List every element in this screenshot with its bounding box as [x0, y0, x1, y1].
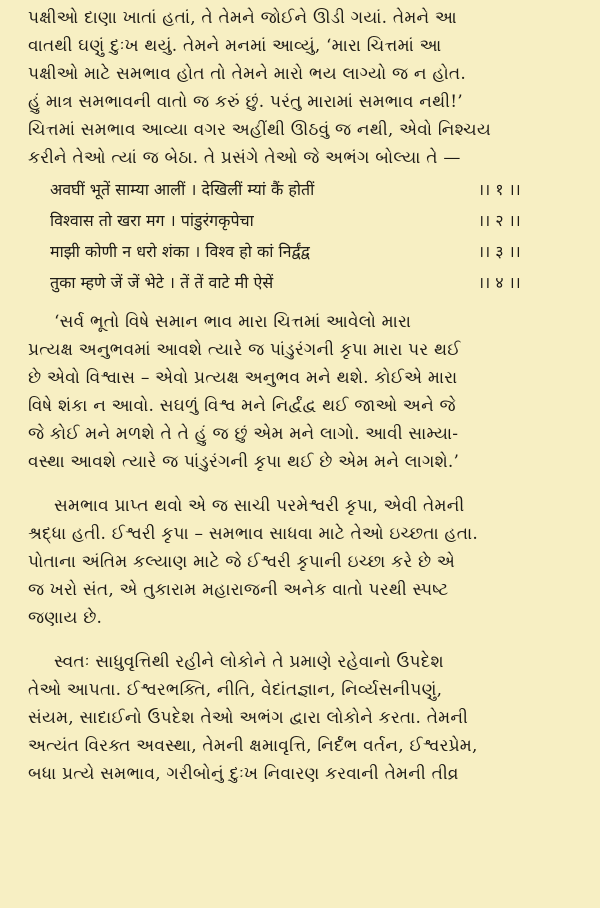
text-line: પોતાના અંતિમ કલ્યાણ માટે જે ઈશ્વરી કૃપાની ઇચ્છા કરે છે એ: [28, 552, 456, 572]
verse-number: ।। २ ।।: [478, 211, 521, 230]
text-line: પક્ષીઓ દાણા ખાતાં હતાં, તે તેમને જોઈને ઊડી ગયાં. તેમને આ: [28, 8, 457, 28]
paragraph-1: [28, 4, 590, 172]
text-line: છે એવો વિશ્વાસ – એવો પ્રત્યક્ષ અનુભવ મને થશે. કોઈએ મારા: [28, 368, 458, 388]
text-line: ચિત્તમાં સમભાવ આવ્યા વગર અહીંથી ઊઠવું જ નથી, એવો નિશ્ચય: [28, 120, 491, 140]
text-line: વાતથી ઘણું દુઃખ થયું. તેમને મનમાં આવ્યું, ‘મારા ચિત્તમાં આ: [28, 36, 442, 56]
text-line: સંયમ, સાદાઈનો ઉપદેશ તેઓ અભંગ દ્વારા લોકોને કરતા. તેમની: [28, 708, 469, 728]
text-line: કરીને તેઓ ત્યાં જ બેઠા. તે પ્રસંગે તેઓ જે અભંગ બોલ્યા તે —: [28, 148, 461, 168]
text-line: હું માત્ર સમભાવની વાતો જ કરું છું. પરંતુ મારામાં સમભાવ નથી!’: [28, 92, 463, 112]
text-line: તેઓ આપતા. ઈશ્વરભક્તિ, નીતિ, વેદાંતજ્ઞાન, નિર્વ્યસનીપણું,: [28, 680, 443, 700]
text-line: ‘સર્વ ભૂતો વિષે સમાન ભાવ મારા ચિત્તમાં આવેલો મારા: [54, 312, 412, 332]
verse-number: ।। १ ।।: [478, 180, 521, 199]
abhang-verses: [50, 174, 590, 298]
verse-line: [50, 267, 590, 298]
text-line: જ ખરો સંત, એ તુકારામ મહારાજની અનેક વાતો પરથી સ્પષ્ટ: [28, 580, 449, 600]
text-line: વસ્થા આવશે ત્યારે જ પાંડુરંગની કૃપા થઈ છે એમ મને લાગશે.’: [28, 452, 460, 472]
verse-line: [50, 236, 590, 267]
text-line: અત્યંત વિરક્ત અવસ્થા, તેમની ક્ષમાવૃત્તિ, નિર્દંભ વર્તન, ઈશ્વરપ્રેમ,: [28, 736, 478, 756]
verse-number: ।। ४ ।।: [478, 273, 521, 292]
text-line: પક્ષીઓ માટે સમભાવ હોત તો તેમને મારો ભય લાગ્યો જ ન હોત.: [28, 64, 466, 84]
text-line: જણાય છે.: [28, 608, 103, 628]
verse-text: तुका म्हणे जें जें भेटे । तें तें वाटे मी ऐसें: [50, 273, 274, 292]
text-line: સમભાવ પ્રાપ્ત થવો એ જ સાચી પરમેશ્વરી કૃપા, એવી તેમની: [54, 496, 465, 516]
paragraph-4: [28, 648, 590, 788]
paragraph-3: [28, 492, 590, 632]
text-line: બધા પ્રત્યે સમભાવ, ગરીબોનું દુઃખ નિવારણ કરવાની તેમની તીવ્ર: [28, 764, 459, 784]
verse-number: ।। ३ ।।: [478, 242, 521, 261]
verse-text: अवघीं भूतें साम्या आलीं । देखिलीं म्यां कैं होतीं: [50, 180, 315, 199]
paragraph-2: [28, 308, 590, 476]
text-line: સ્વતઃ સાધુવૃત્તિથી રહીને લોકોને તે પ્રમાણે રહેવાનો ઉપદેશ: [54, 652, 444, 672]
text-line: જે કોઈ મને મળશે તે તે હું જ છું એમ મને લાગો. આવી સામ્યા-: [28, 424, 459, 444]
verse-line: [50, 205, 590, 236]
text-line: વિષે શંકા ન આવો. સઘળું વિશ્વ મને નિર્દ્વંદ્વ થઈ જાઓ અને જે: [28, 396, 456, 416]
verse-text: माझी कोणी न धरो शंका । विश्व हो कां निर्द्वंद्व: [50, 242, 310, 261]
text-line: શ્રદ્ધા હતી. ઈશ્વરી કૃપા – સમભાવ સાધવા માટે તેઓ ઇચ્છતા હતા.: [28, 524, 478, 544]
verse-line: [50, 174, 590, 205]
verse-text: विश्वास तो खरा मग । पांडुरंगकृपेचा: [50, 211, 254, 230]
text-line: પ્રત્યક્ષ અનુભવમાં આવશે ત્યારે જ પાંડુરંગની કૃપા મારા પર થઈ: [28, 340, 461, 360]
